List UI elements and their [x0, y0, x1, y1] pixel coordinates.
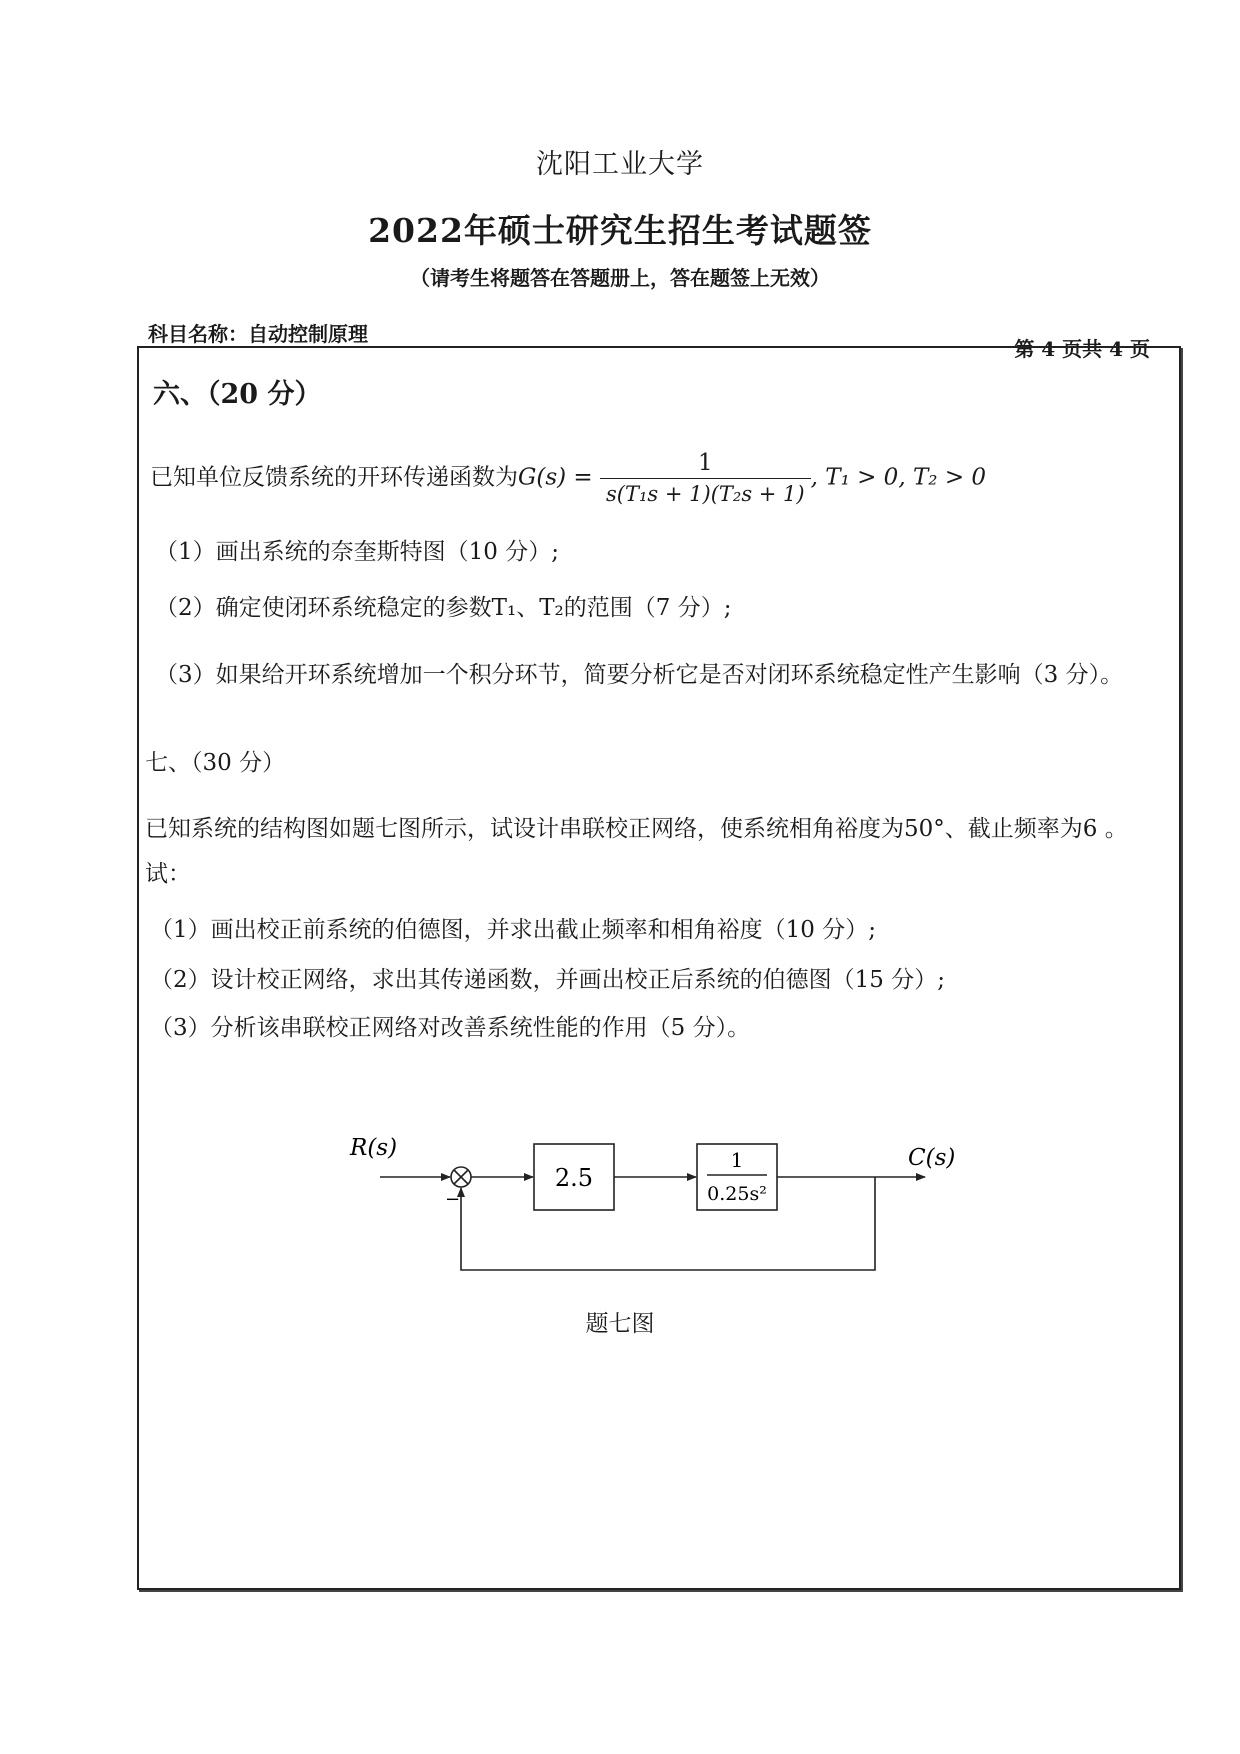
q6-g-denominator: s(T₁s + 1)(T₂s + 1) [606, 482, 805, 506]
q6-item-2: （2）确定使闭环系统稳定的参数T₁、T₂的范围（7 分）; [155, 595, 732, 621]
q7-block-diagram [330, 1120, 970, 1300]
feedback-path [461, 1177, 875, 1270]
minus-sign: − [445, 1189, 461, 1210]
q6-item-3: （3）如果给开环系统增加一个积分环节，简要分析它是否对闭环系统稳定性产生影响（3 分）。 [155, 662, 1124, 688]
q7-item-1: （1）画出校正前系统的伯德图，并求出截止频率和相角裕度（10 分）; [150, 917, 876, 943]
output-label: C(s) [908, 1145, 956, 1171]
q6-intro-line [150, 448, 986, 509]
subject-name: 科目名称：自动控制原理 [148, 322, 368, 346]
q7-item-2: （2）设计校正网络，求出其传递函数，并画出校正后系统的伯德图（15 分）; [150, 967, 945, 993]
summing-junction [451, 1167, 471, 1187]
q7-try: 试： [145, 861, 191, 887]
q6-item-1: （1）画出系统的奈奎斯特图（10 分）; [155, 539, 559, 565]
q6-heading: 六、（20 分） [153, 379, 322, 410]
gain-block-label: 2.5 [554, 1164, 594, 1192]
q6-intro: 已知单位反馈系统的开环传递函数为 [150, 464, 518, 491]
plant-denominator: 0.25s² [707, 1183, 767, 1205]
q7-item-3: （3）分析该串联校正网络对改善系统性能的作用（5 分）。 [150, 1015, 751, 1041]
input-label: R(s) [350, 1135, 398, 1161]
figure-caption: 题七图 [585, 1311, 655, 1337]
q6-g-numerator: 1 [600, 448, 811, 479]
exam-title: 2022年硕士研究生招生考试题签 [368, 211, 872, 250]
q6-transfer-fraction [600, 448, 811, 509]
q6-g-lhs: G(s) = [518, 464, 593, 491]
university-name: 沈阳工业大学 [536, 149, 704, 180]
q6-g-condition: , T₁ > 0, T₂ > 0 [810, 464, 987, 491]
exam-notice: （请考生将题答在答题册上，答在题签上无效） [410, 266, 830, 290]
plant-numerator: 1 [730, 1148, 744, 1172]
q7-heading: 七、（30 分） [145, 750, 286, 776]
q7-intro: 已知系统的结构图如题七图所示，试设计串联校正网络，使系统相角裕度为50°、截止频率为6 。 [145, 816, 1128, 842]
page-info: 第 4 页共 4 页 [1014, 337, 1150, 361]
